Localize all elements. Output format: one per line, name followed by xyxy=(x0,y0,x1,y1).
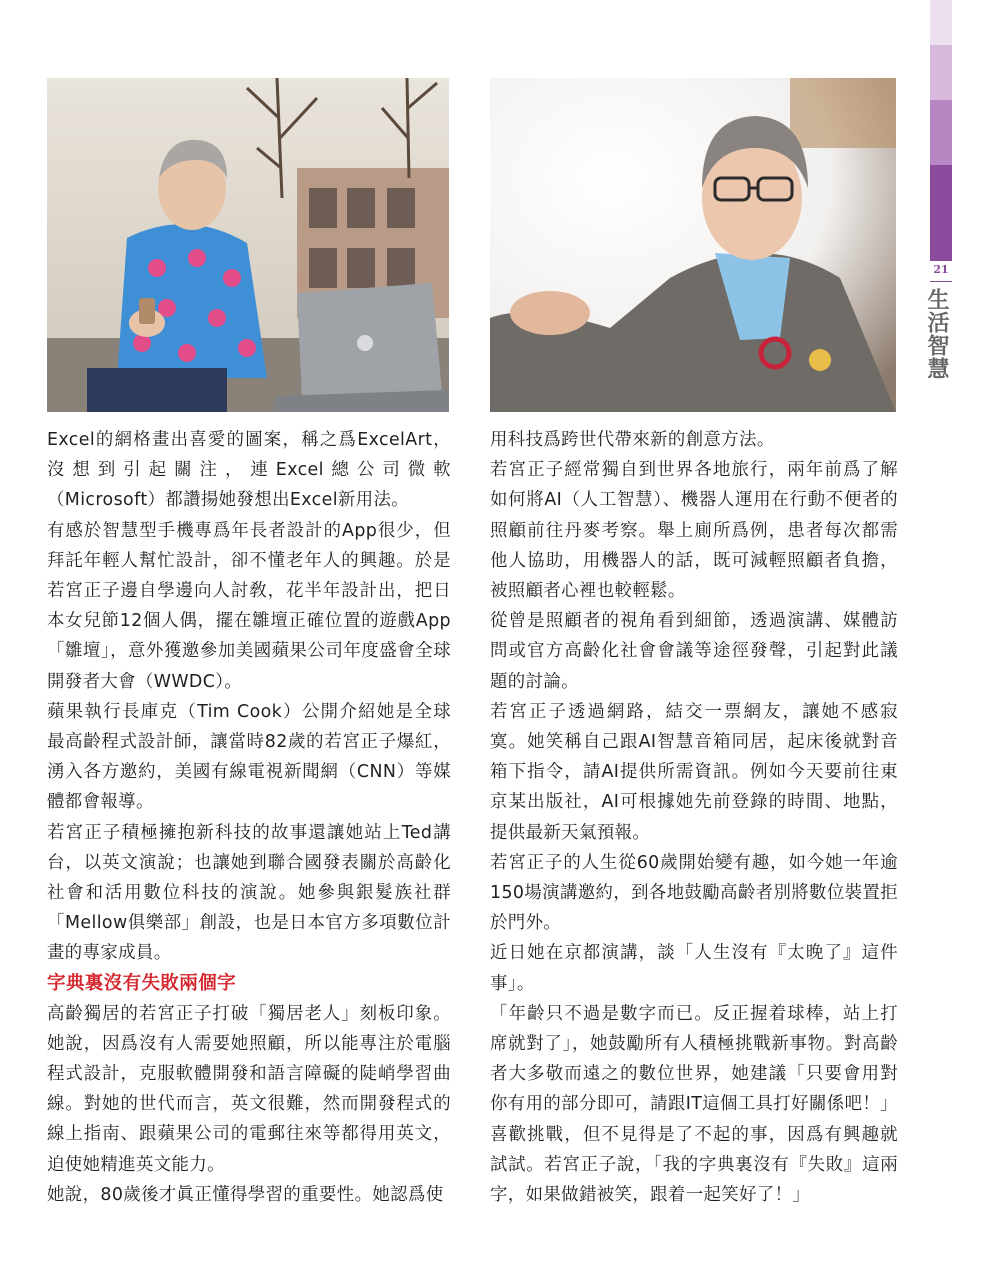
section-heading: 字典裏沒有失敗兩個字 xyxy=(47,972,237,994)
paragraph: 「年齡只不過是數字而已。反正握着球棒，站上打席就對了」，她鼓勵所有人積極挑戰新事物。對高齡者大多敬而遠之的數位世界，她建議「只要會用對你有用的部分即可，請跟IT這個工具打好關係吧！」 xyxy=(490,1003,898,1115)
paragraph: 從曾是照顧者的視角看到細節，透過演講、媒體訪問或官方高齡化社會會議等途徑發聲，引起對此議題的討論。 xyxy=(490,611,898,692)
color-tab-2 xyxy=(930,45,952,100)
photo-woman-laptop-outdoors xyxy=(47,78,449,412)
paragraph: 有感於智慧型手機專爲年長者設計的App很少，但拜託年輕人幫忙設計，卻不懂老年人的興趣。於是若宮正子邊自學邊向人討敎，花半年設計出，把日本女兒節12個人偶，擺在雛壇正確位置的遊戲App「雛壇」，意外獲邀參加美國蘋果公司年度盛會全球開發者大會（WWDC）。 xyxy=(47,520,451,692)
color-tab-3 xyxy=(930,100,952,165)
page-number-divider xyxy=(930,281,952,282)
article-column-right xyxy=(490,425,898,1210)
paragraph: 若宮正子透過網路，結交一票網友，讓她不感寂寞。她笑稱自己跟AI智慧音箱同居，起床後就對音箱下指令，請AI提供所需資訊。例如今天要前往東京某出版社，AI可根據她先前登錄的時間、地點，提供最新天氣預報。 xyxy=(490,701,898,843)
paragraph: 近日她在京都演講，談「人生沒有『太晚了』這件事」。 xyxy=(490,943,898,994)
paragraph: 若宮正子經常獨自到世界各地旅行，兩年前爲了解如何將AI（人工智慧）、機器人運用在行動不便者的照顧前往丹麥考察。舉上廁所爲例，患者每次都需他人協助，用機器人的話，既可減輕照顧者負擔，被照顧者心裡也較輕鬆。 xyxy=(490,460,898,602)
paragraph: Excel的網格畫出喜愛的圖案，稱之爲ExcelArt，沒想到引起關注，連Excel總公司微軟（Microsoft）都讚揚她發想出Excel新用法。 xyxy=(47,430,451,511)
page-number: 21 xyxy=(933,263,949,276)
paragraph: 若宮正子積極擁抱新科技的故事還讓她站上Ted講台，以英文演說；也讓她到聯合國發表關於高齡化社會和活用數位科技的演說。她參與銀髮族社群「Mellow俱樂部」創設，也是日本官方多項數位計畫的專家成員。 xyxy=(47,822,451,964)
section-color-tabs xyxy=(930,0,952,261)
paragraph: 若宮正子的人生從60歲開始變有趣，如今她一年逾150場演講邀約，到各地鼓勵高齡者別將數位裝置拒於門外。 xyxy=(490,852,898,934)
article-column-left xyxy=(47,425,451,1210)
paragraph: 喜歡挑戰，但不見得是了不起的事，因爲有興趣就試試。若宮正子說，「我的字典裏沒有『失敗』這兩字，如果做錯被笑，跟着一起笑好了！」 xyxy=(490,1124,898,1206)
color-tab-4 xyxy=(930,165,952,261)
photo-woman-speaking-glasses xyxy=(490,78,896,412)
paragraph: 蘋果執行長庫克（Tim Cook）公開介紹她是全球最高齡程式設計師，讓當時82歲的若宮正子爆紅，湧入各方邀約，美國有線電視新聞網（CNN）等媒體都會報導。 xyxy=(47,701,451,813)
paragraph: 她說，80歲後才眞正懂得學習的重要性。她認爲使 xyxy=(47,1184,444,1205)
color-tab-1 xyxy=(930,0,952,45)
section-label: 生活智慧 xyxy=(924,288,950,380)
paragraph: 高齡獨居的若宮正子打破「獨居老人」刻板印象。她說，因爲沒有人需要她照顧，所以能專注於電腦程式設計，克服軟體開發和語言障礙的陡峭學習曲線。對她的世代而言，英文很難，然而開發程式的線上指南、跟蘋果公司的電郵往來等都得用英文，迫使她精進英文能力。 xyxy=(47,1003,451,1175)
paragraph: 用科技爲跨世代帶來新的創意方法。 xyxy=(490,430,775,450)
